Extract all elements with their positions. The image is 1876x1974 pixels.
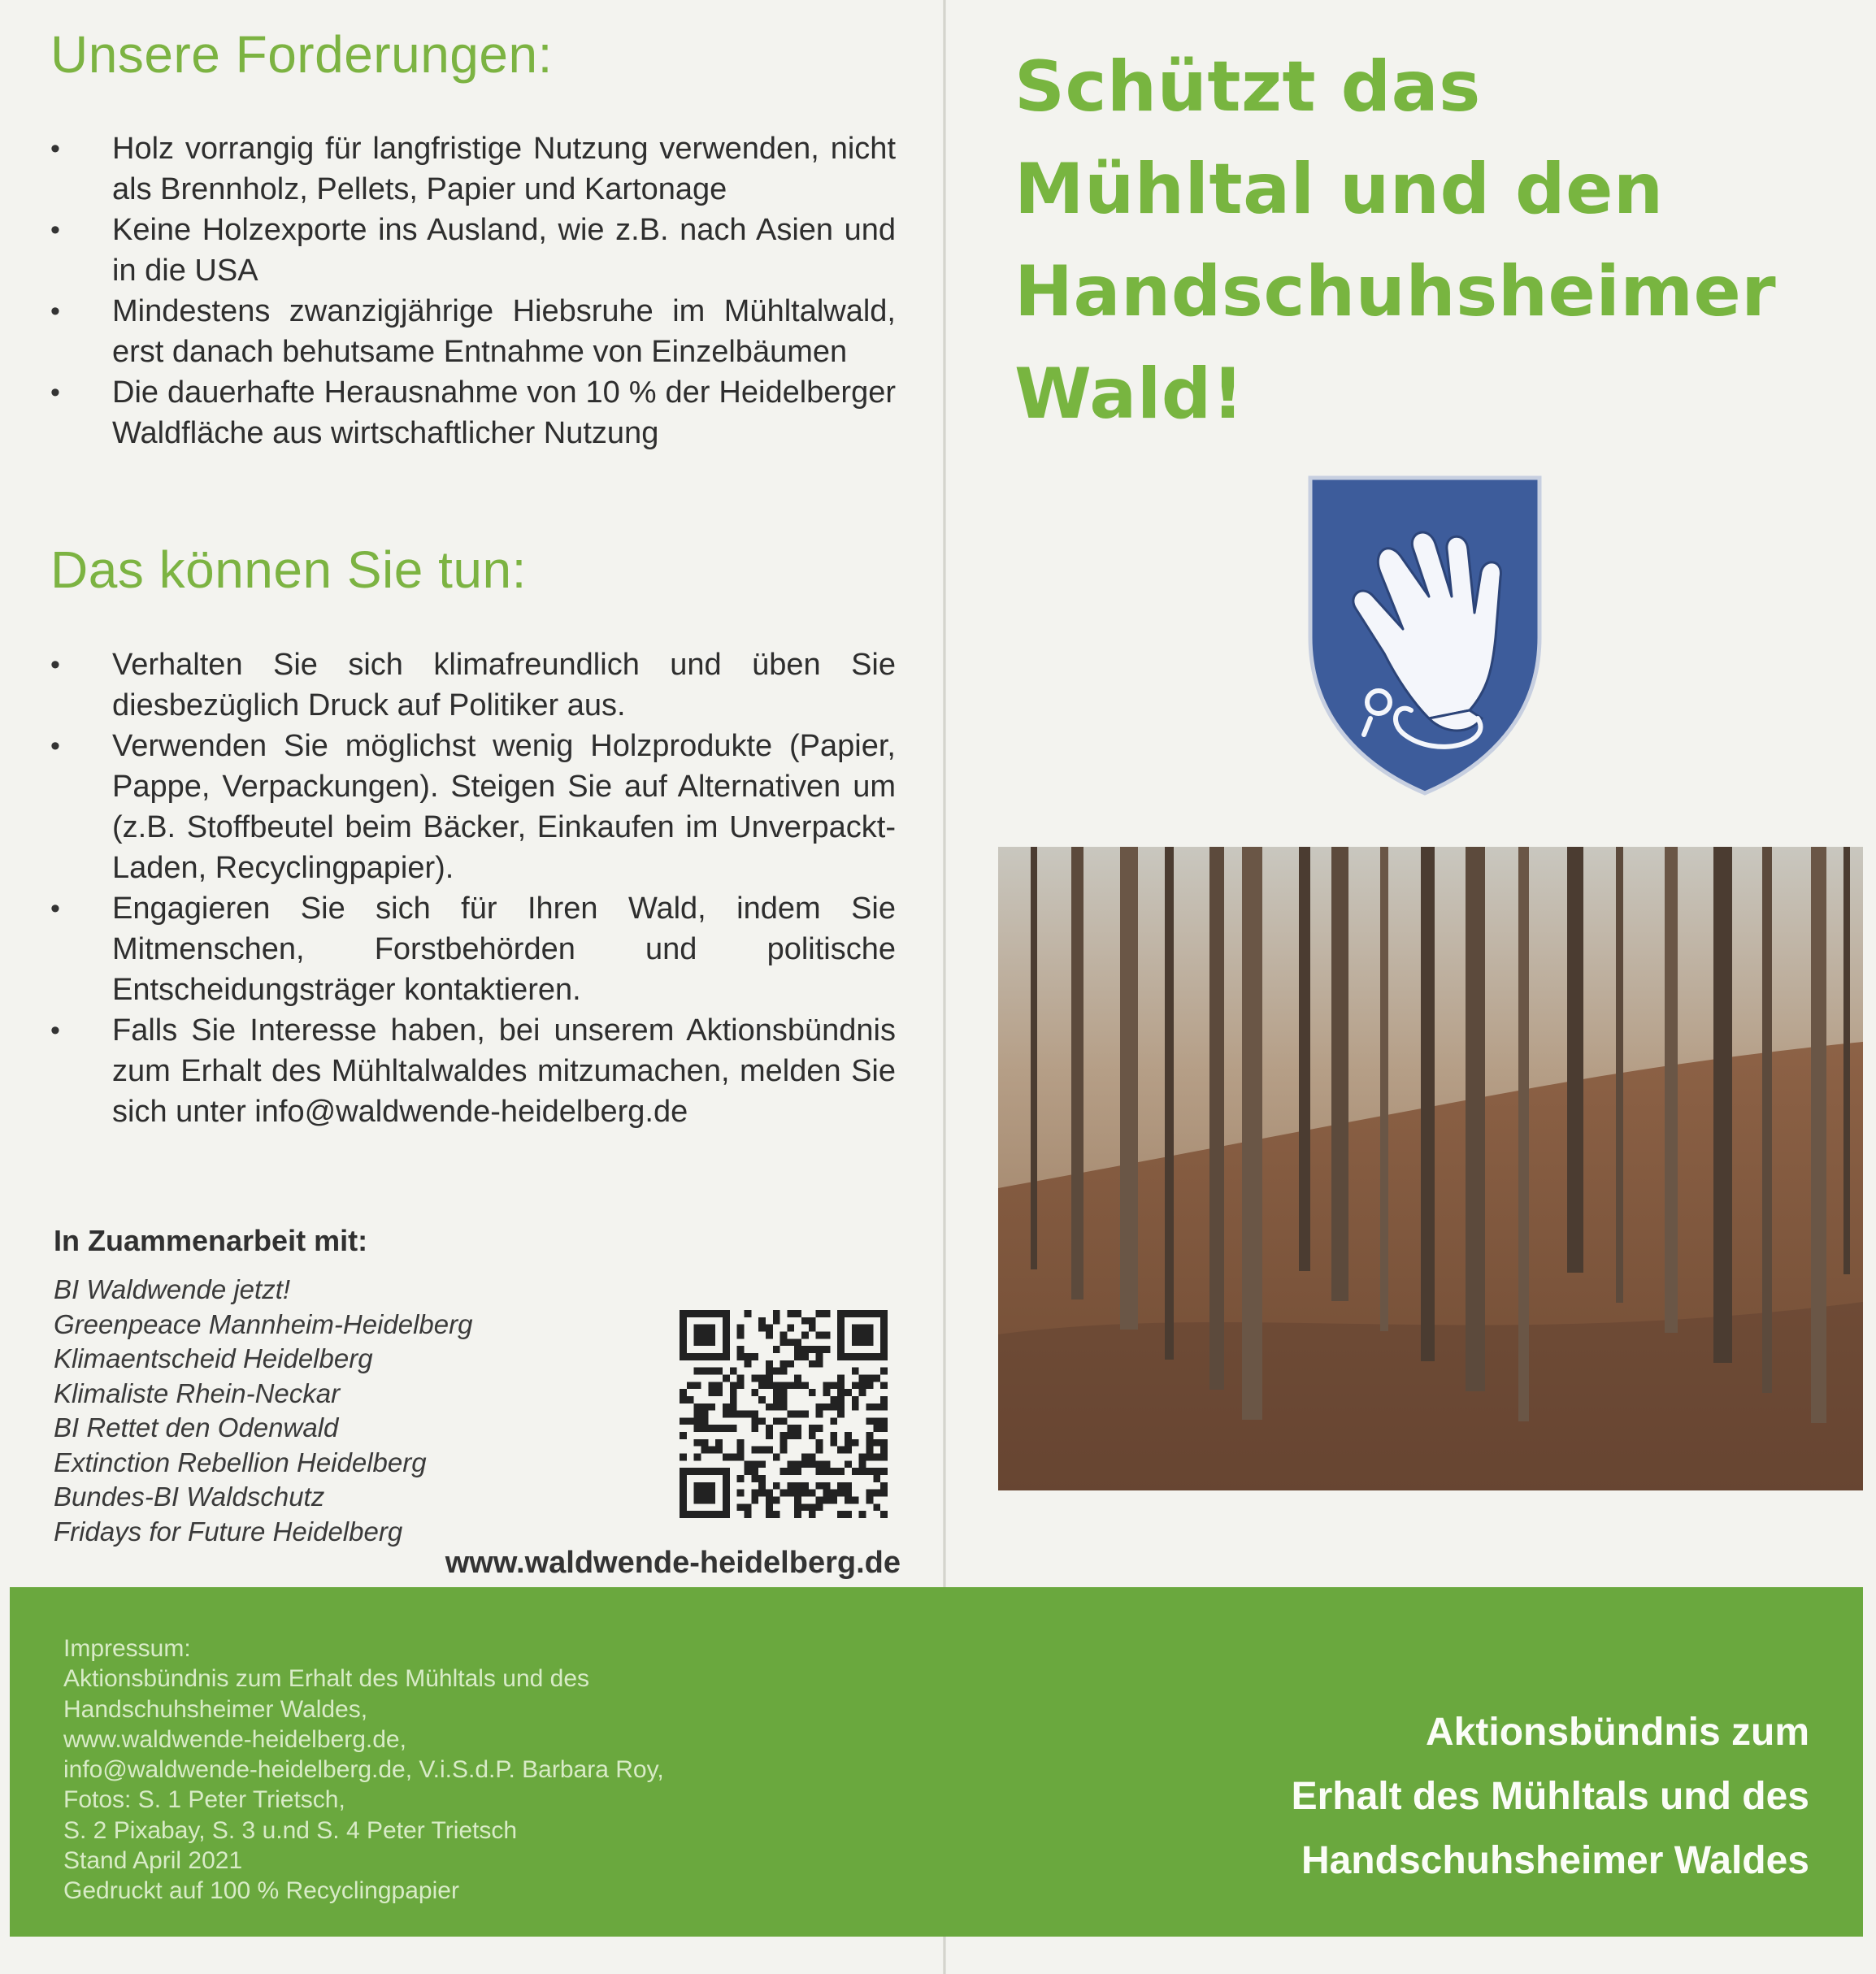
impressum-line: Gedruckt auf 100 % Recyclingpapier <box>63 1877 459 1905</box>
impressum-line: Impressum: <box>63 1635 191 1662</box>
list-item: • Holz vorrangig für langfristige Nutzung verwenden, nicht als Brennholz, Pellets, Papier und Kartonage <box>50 128 896 210</box>
alliance-name <box>1292 1700 1809 1893</box>
website-link[interactable]: www.waldwende-heidelberg.de <box>445 1546 901 1580</box>
partner-item: BI Waldwende jetzt! <box>54 1274 291 1304</box>
list-item: • Verhalten Sie sich klimafreundlich und üben Sie diesbezüglich Druck auf Politiker aus. <box>50 644 896 726</box>
actions-heading: Das können Sie tun: <box>50 540 527 599</box>
partner-item: Extinction Rebellion Heidelberg <box>54 1447 427 1477</box>
alliance-line: Erhalt des Mühltals und des <box>1291 1775 1809 1818</box>
impressum-line: S. 2 Pixabay, S. 3 u.nd S. 4 Peter Trietsch <box>63 1816 518 1844</box>
partners-heading: In Zuammenarbeit mit: <box>54 1224 368 1257</box>
list-item: • Verwenden Sie möglichst wenig Holzprodukte (Papier, Pappe, Verpackungen). Steigen Sie auf Alternativen um (z.B. Stoffbeutel beim Bäcker, Einkaufen im Unverpackt-Laden, Recyclingpapier). <box>50 726 896 888</box>
impressum <box>63 1633 664 1907</box>
title-line: Wald! <box>1014 354 1244 435</box>
forest-photo <box>998 847 1863 1490</box>
qr-code-icon[interactable] <box>680 1310 888 1518</box>
list-item: • Falls Sie Interesse haben, bei unserem Aktionsbündnis zum Erhalt des Mühltalwaldes mitzumachen, melden Sie sich unter info@waldwende-heidelberg.de <box>50 1010 896 1132</box>
alliance-line: Aktionsbündnis zum <box>1426 1711 1809 1754</box>
impressum-line: info@waldwende-heidelberg.de, V.i.S.d.P. Barbara Roy, <box>63 1756 664 1784</box>
impressum-line: Fotos: S. 1 Peter Trietsch, <box>63 1786 345 1814</box>
partner-item: Bundes-BI Waldschutz <box>54 1482 325 1512</box>
impressum-line: www.waldwende-heidelberg.de, <box>63 1725 406 1753</box>
title-line: Handschuhsheimer <box>1014 251 1777 332</box>
impressum-line: Handschuhsheimer Waldes, <box>63 1695 368 1723</box>
alliance-line: Handschuhsheimer Waldes <box>1301 1839 1809 1882</box>
title-line: Mühltal und den <box>1014 149 1664 230</box>
list-item: • Engagieren Sie sich für Ihren Wald, indem Sie Mitmenschen, Forstbehörden und politische Entscheidungsträger kontaktieren. <box>50 888 896 1010</box>
demands-list <box>50 128 896 453</box>
partner-item: Klimaentscheid Heidelberg <box>54 1343 373 1373</box>
partner-item: Greenpeace Mannheim-Heidelberg <box>54 1308 473 1339</box>
demands-heading: Unsere Forderungen: <box>50 25 553 84</box>
title-line: Schützt das <box>1014 46 1481 128</box>
partner-item: Klimaliste Rhein-Neckar <box>54 1377 341 1408</box>
partner-item: Fridays for Future Heidelberg <box>54 1516 403 1547</box>
hand-coat-of-arms-icon <box>1307 475 1543 796</box>
list-item: • Keine Holzexporte ins Ausland, wie z.B. nach Asien und in die USA <box>50 210 896 291</box>
list-item: • Die dauerhafte Herausnahme von 10 % der Heidelberger Waldfläche aus wirtschaftlicher Nutzung <box>50 372 896 453</box>
list-item: • Mindestens zwanzigjährige Hiebsruhe im Mühltalwald, erst danach behutsame Entnahme von Einzelbäumen <box>50 291 896 372</box>
actions-list <box>50 644 896 1132</box>
page-title <box>1014 36 1776 445</box>
partners-list <box>54 1273 472 1549</box>
impressum-line: Stand April 2021 <box>63 1847 243 1875</box>
partner-item: BI Rettet den Odenwald <box>54 1412 339 1443</box>
impressum-line: Aktionsbündnis zum Erhalt des Mühltals und des <box>63 1665 590 1693</box>
